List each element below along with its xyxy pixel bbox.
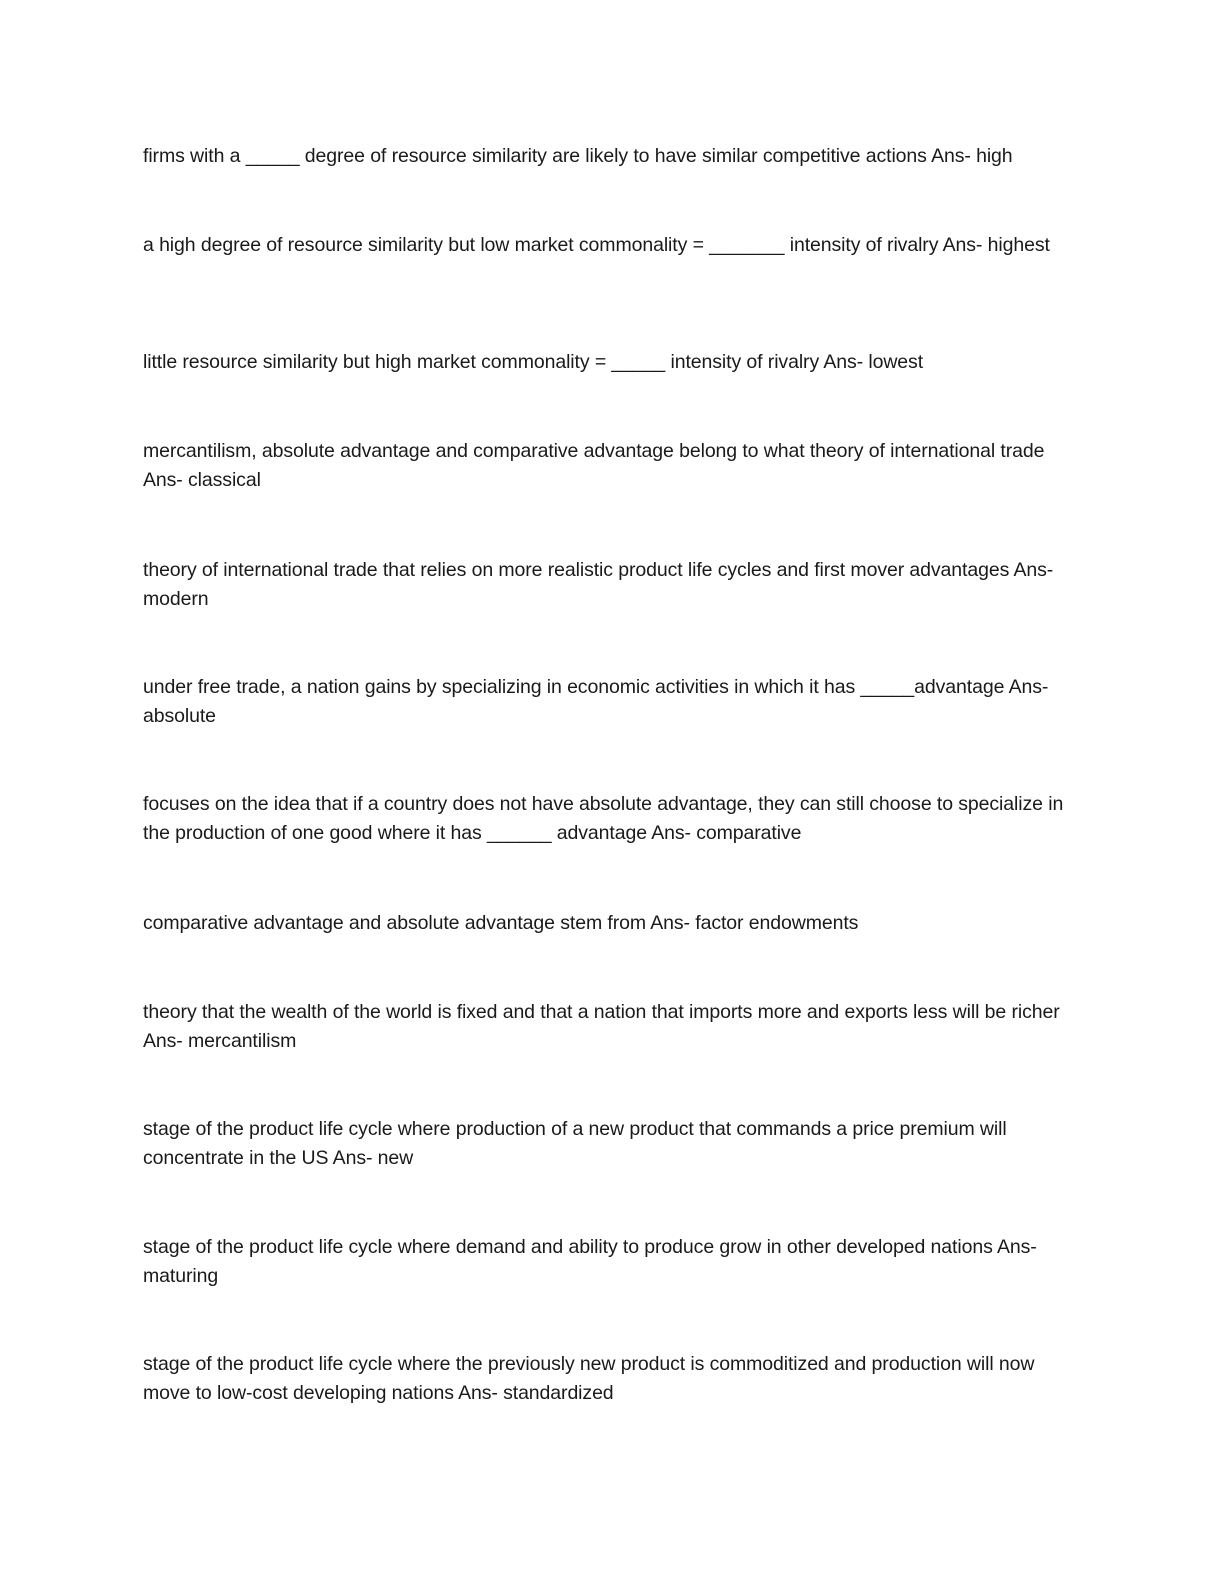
question-answer-entry: a high degree of resource similarity but low market commonality = _______ intensity of rivalry Ans- highest — [143, 234, 1050, 256]
question-answer-entry: little resource similarity but high market commonality = _____ intensity of rivalry Ans- lowest — [143, 351, 924, 373]
question-answer-entry: firms with a _____ degree of resource similarity are likely to have similar competitive actions Ans- high — [143, 145, 1013, 167]
question-answer-entry: under free trade, a nation gains by specializing in economic activities in which it has _____advantage Ans- absolute — [143, 676, 1049, 727]
question-answer-entry: theory that the wealth of the world is fixed and that a nation that imports more and exports less will be richer Ans- mercantilism — [143, 1001, 1060, 1052]
question-answer-entry: theory of international trade that relies on more realistic product life cycles and first mover advantages Ans- modern — [143, 559, 1054, 610]
question-answer-entry: comparative advantage and absolute advantage stem from Ans- factor endowments — [143, 912, 859, 934]
question-answer-entry: stage of the product life cycle where demand and ability to produce grow in other developed nations Ans- maturing — [143, 1236, 1037, 1287]
question-answer-entry: focuses on the idea that if a country does not have absolute advantage, they can still choose to specialize in the production of one good where it has ______ advantage Ans- comparative — [143, 793, 1064, 844]
question-answer-entry: mercantilism, absolute advantage and comparative advantage belong to what theory of international trade Ans- classical — [143, 440, 1045, 491]
question-answer-entry: stage of the product life cycle where the previously new product is commoditized and production will now move to low-cost developing nations Ans- standardized — [143, 1353, 1035, 1404]
question-answer-entry: stage of the product life cycle where production of a new product that commands a price premium will concentrate in the US Ans- new — [143, 1118, 1007, 1169]
